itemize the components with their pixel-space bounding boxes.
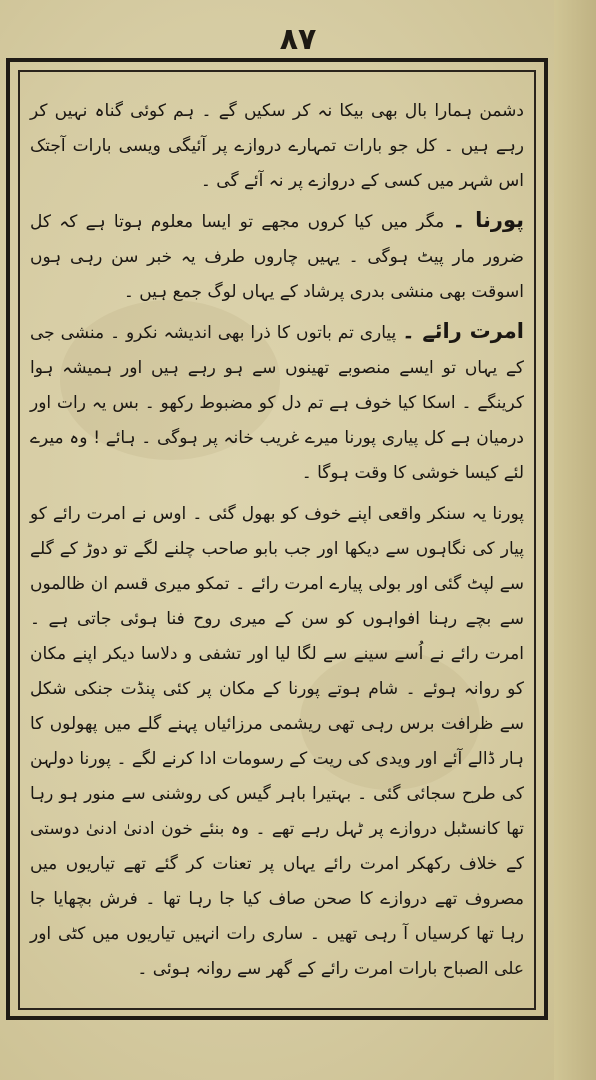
paragraph-text: پیاری تم باتوں کا ذرا بھی اندیشہ نکرو ۔ منشی جی کے یہاں تو ایسے منصوبے تھینوں سے ہو رہے ہیں اور ہمیشہ ہوا کرینگے ۔ اسکا کیا خوف ہے تم دل کو مضبوط رکھو ۔ بس یہ رات اور درمیان ہے کل پیاری پورنا میرے غریب خانہ پر ہوگی ۔ ہائے ! وہ میرے لئے کیسا خوشی کا وقت ہوگا ۔: [30, 323, 524, 483]
body-text: [30, 92, 524, 992]
paragraph-text: دشمن ہمارا بال بھی بیکا نہ کر سکیں گے ۔ ہم کوئی گناہ نہیں کر رہے ہیں ۔ کل جو بارات تمہارے دروازے پر آئیگی ویسی بارات آجتک اس شہر میں کسی کے دروازے پر نہ آئے گی ۔: [30, 101, 524, 191]
speaker-label: امرت رائے ۔: [402, 319, 525, 343]
paragraph-1: [30, 92, 524, 199]
paragraph-3: [30, 314, 524, 491]
scan-edge-strip: [554, 0, 596, 1080]
paragraph-4: [30, 495, 524, 987]
page-number: ۸۷: [279, 22, 317, 57]
paragraph-text: پورنا یہ سنکر واقعی اپنے خوف کو بھول گئی ۔ اوس نے امرت رائے کو پیار کی نگاہوں سے دیکھا اور جب بابو صاحب چلنے لگے تو دوڑ کے گلے سے لپٹ گئی اور بولی پیارے امرت رائے ۔ تمکو میری قسم ان ظالموں سے بچے رہنا افواہوں کو سن کے میری روح فنا ہوئی جاتی ہے ۔ امرت رائے نے اُسے سینے سے لگا لیا اور تشفی و دلاسا دیکر اپنے مکان کو روانہ ہوئے ۔ شام ہوتے پورنا کے مکان پر کئی پنڈت جنکی شکل سے ظرافت برس رہی تھی ریشمی مرزائیاں پہنے گلے میں پھولوں کا ہار ڈالے آئے اور ویدی کی ریت کے رسومات ادا کرنے لگے ۔ پورنا دولہن کی طرح سجائی گئی ۔ بہتیرا باہر گیس کی روشنی سے منور ہو رہا تھا کانسٹبل دروازے پر ٹہل رہے تھے ۔ وہ بنئے خون ادنیٰ ادنیٰ دوستی کے خلاف رکھکر امرت رائے یہاں پر تعنات کر گئے تھے تیاریوں میں مصروف تھے دروازے کا صحن صاف کیا جا رہا تھا ۔ فرش بچھایا جا رہا تھا کرسیاں آ رہی تھیں ۔ ساری رات انہیں تیاریوں میں کٹی اور علی الصباح بارات امرت رائے کے گھر سے روانہ ہوئی ۔: [30, 504, 524, 979]
paragraph-text: مگر میں کیا کروں مجھے تو ایسا معلوم ہوتا ہے کہ کل ضرور مار پیٹ ہوگی ۔ یہیں چاروں طرف یہ خبر سن رہی ہوں اسوقت بھی منشی بدری پرشاد کے یہاں لوگ جمع ہیں ۔: [30, 212, 524, 302]
speaker-label: پورنا ۔: [452, 208, 525, 232]
paragraph-2: [30, 203, 524, 310]
